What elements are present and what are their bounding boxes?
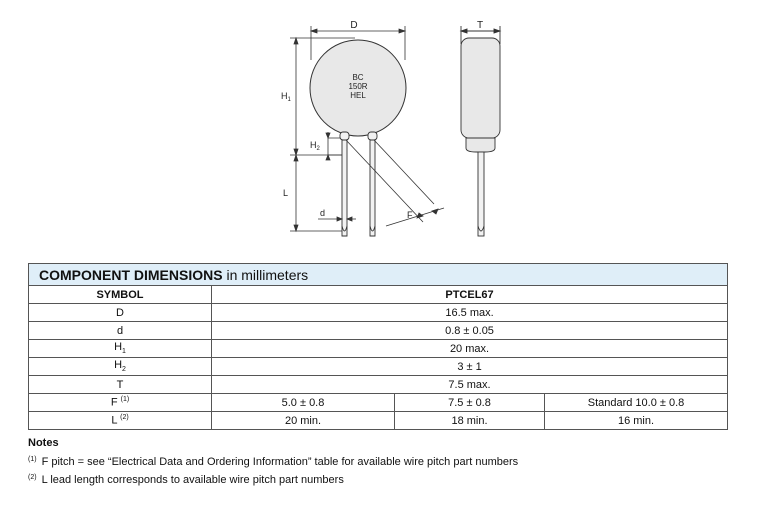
marking-line-3: HEL — [350, 91, 366, 100]
value-cell: 16.5 max. — [212, 304, 728, 322]
table-header-row — [29, 286, 728, 304]
notes-title: Notes — [28, 437, 59, 449]
value-cell: 3 ± 1 — [212, 358, 728, 376]
table-row-l — [29, 412, 728, 430]
value-cell: Standard 10.0 ± 0.8 — [545, 394, 728, 412]
note-item: $^{(2)}$ L lead length corresponds to available wire pitch part numbers — [28, 474, 344, 486]
symbol-cell: $H_1$ — [29, 340, 212, 358]
table-row — [29, 304, 728, 322]
table-row — [29, 322, 728, 340]
symbol-cell: $H_2$ — [29, 358, 212, 376]
label-H2: $H_2$ — [310, 140, 320, 152]
component-dimensions-table — [28, 263, 728, 430]
symbol-cell: L $^{(2)}$ — [29, 412, 212, 430]
symbol-cell: d — [29, 322, 212, 340]
value-cell: 5.0 ± 0.8 — [212, 394, 395, 412]
marking-line-1: BC — [352, 73, 364, 82]
table-row — [29, 358, 728, 376]
label-T: T — [476, 20, 484, 31]
value-cell: 7.5 max. — [212, 376, 728, 394]
header-symbol: SYMBOL — [29, 286, 212, 304]
label-D: D — [350, 20, 358, 31]
value-cell: 7.5 ± 0.8 — [395, 394, 545, 412]
table-row — [29, 340, 728, 358]
label-H1: $H_1$ — [281, 91, 291, 103]
table-title-row — [29, 264, 728, 286]
value-cell: 18 min. — [395, 412, 545, 430]
side-view — [461, 26, 500, 236]
symbol-cell: F $^{(1)}$ — [29, 394, 212, 412]
table-row — [29, 376, 728, 394]
label-F: F — [407, 210, 413, 220]
marking-line-2: 150R — [348, 82, 368, 91]
label-d: d — [320, 208, 326, 218]
value-cell: 20 min. — [212, 412, 395, 430]
symbol-cell: T — [29, 376, 212, 394]
symbol-cell: D — [29, 304, 212, 322]
table-title: COMPONENT DIMENSIONS in millimeters — [29, 264, 728, 286]
dimensions-table-container — [28, 263, 727, 430]
notes-section — [28, 436, 518, 488]
table-row-f — [29, 394, 728, 412]
value-cell: 16 min. — [545, 412, 728, 430]
dimension-f — [346, 140, 444, 226]
label-L: L — [283, 188, 289, 198]
note-item: $^{(1)}$ F pitch = see “Electrical Data and Ordering Information” table for available wire pitch part numbers — [28, 456, 519, 468]
header-part: PTCEL67 — [212, 286, 728, 304]
value-cell: 0.8 ± 0.05 — [212, 322, 728, 340]
value-cell: 20 max. — [212, 340, 728, 358]
leads — [340, 132, 377, 236]
